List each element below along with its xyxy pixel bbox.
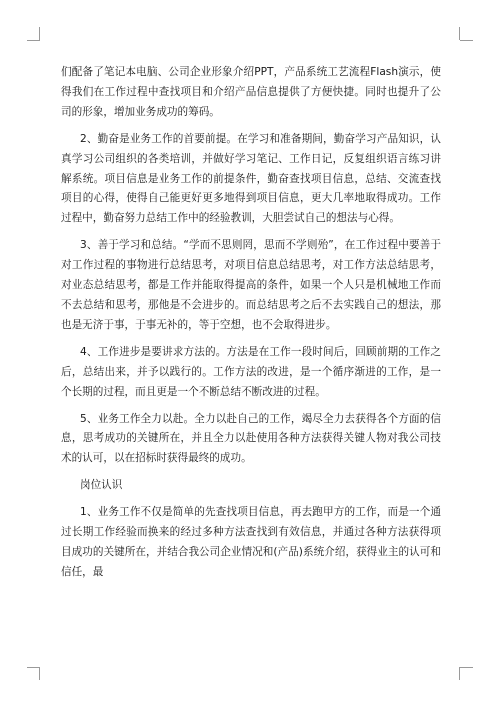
- crop-mark-bottom-left-vertical: [39, 667, 40, 680]
- crop-mark-top-left-horizontal: [27, 40, 40, 41]
- crop-mark-bottom-left-horizontal: [27, 667, 40, 668]
- paragraph-work-method: 4、工作进步是要讲求方法的。方法是在工作一段时间后，回顾前期的工作之后，总结出来，并予以践行的。工作方法的改进，是一个循序渐进的工作，是一个长期的过程，而且更是一个不断总结不断改进的过程。: [61, 345, 441, 398]
- crop-mark-top-left-vertical: [39, 27, 40, 40]
- paragraph-business-work: 1、业务工作不仅是简单的先查找项目信息，再去跑甲方的工作，而是一个通过长期工作经验而换来的经过多种方法查找到有效信息，并通过各种方法获得项目成功的关键所在，并结合我公司企业情况和(产品)系统介绍，获得业主的认可和信任，最: [61, 506, 441, 578]
- paragraph-full-effort: 5、业务工作全力以赴。全力以赴自己的工作，竭尽全力去获得各个方面的信息，思考成功的关键所在，并且全力以赴使用各种方法获得关键人物对我公司技术的认可，以在招标时获得最终的成功。: [61, 412, 441, 465]
- paragraph-diligence: 2、勤奋是业务工作的首要前提。在学习和准备期间，勤奋学习产品知识，认真学习公司组织的各类培训，并做好学习笔记、工作日记，反复组织语言练习讲解系统。项目信息是业务工作的前提条件，勤奋查找项目信息，总结、交流查找项目的心得，使得自己能更好更多地得到项目信息，更大几率地取得成功。工作过程中，勤奋努力总结工作中的经验教训，大胆尝试自己的想法与心得。: [61, 132, 441, 225]
- crop-mark-bottom-right-vertical: [459, 667, 460, 680]
- paragraph-continuation: 们配备了笔记本电脑、公司企业形象介绍PPT，产品系统工艺流程Flash演示，使得我们在工作过程中查找项目和介绍产品信息提供了方便快捷。同时也提升了公司的形象，增加业务成功的筹码。: [61, 66, 441, 118]
- crop-mark-bottom-right-horizontal: [460, 667, 473, 668]
- crop-mark-top-right-vertical: [459, 27, 460, 40]
- document-body: [61, 63, 441, 583]
- paragraph-learning-summary: 3、善于学习和总结。“学而不思则罔，思而不学则殆”，在工作过程中要善于对工作过程的事物进行总结思考，对项目信息总结思考，对工作方法总结思考，对业态总结思考，都是工作并能取得提高的条件，如果一个人只是机械地工作而不去总结和思考，那他是不会进步的。而总结思考之后不去实践自己的想法，那也是无济于事，于事无补的，等于空想，也不会取得进步。: [61, 239, 441, 331]
- section-heading-job-understanding: 岗位认识: [80, 479, 123, 492]
- crop-mark-top-right-horizontal: [460, 40, 473, 41]
